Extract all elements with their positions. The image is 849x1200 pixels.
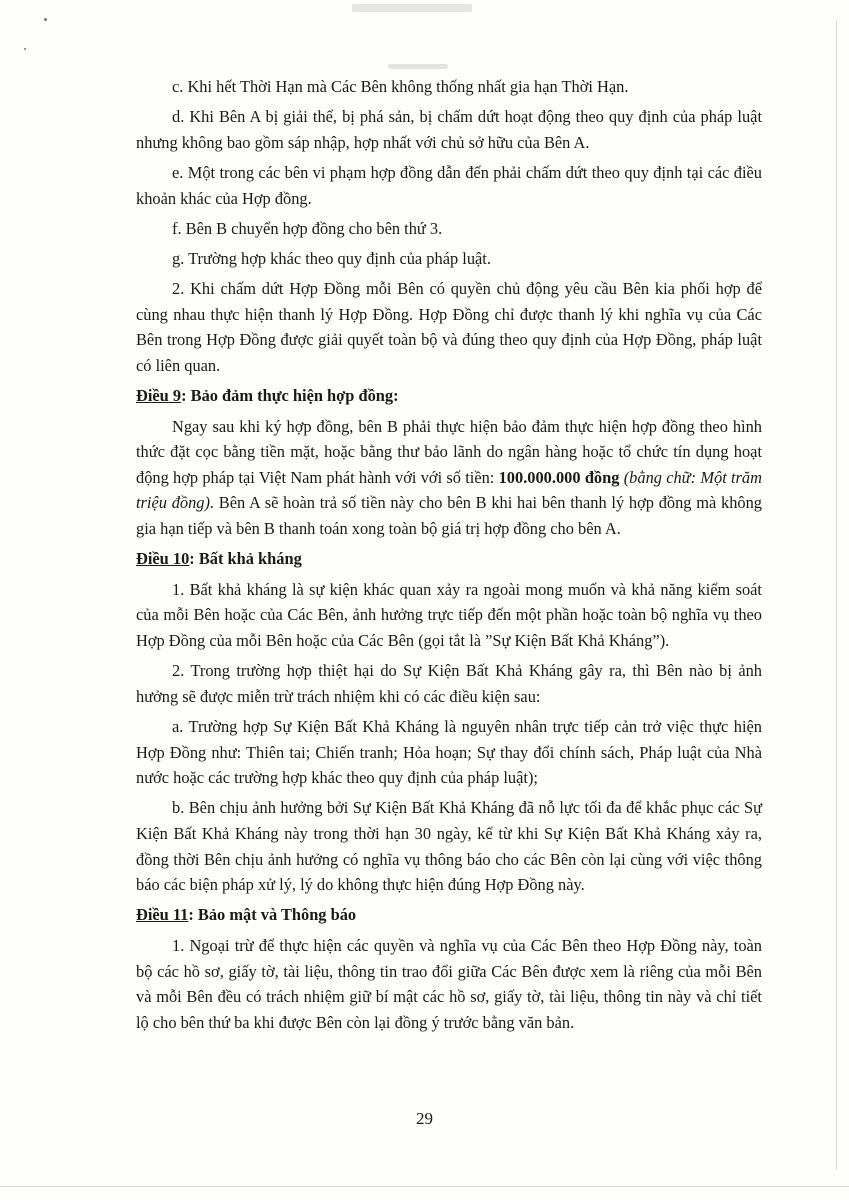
article-9-heading — [136, 383, 762, 409]
article-10-title: : Bất khả kháng — [189, 549, 302, 569]
article-10-para-2: 2. Trong trường hợp thiệt hại do Sự Kiện Bất Khả Kháng gây ra, thì Bên nào bị ảnh hưởng sẽ được miễn trừ trách nhiệm khi có các điều kiện sau: — [136, 661, 762, 706]
page-number: 29 — [416, 1109, 433, 1128]
article-10-para-b: b. Bên chịu ảnh hưởng bởi Sự Kiện Bất Khả Kháng đã nỗ lực tối đa để khắc phục các Sự Kiện Bất Khả Kháng này trong thời hạn 30 ngày, kể từ khi Sự Kiện Bất Khả Kháng xảy ra, đồng thời Bên chịu ảnh hưởng có nghĩa vụ thông báo cho các Bên còn lại cùng với việc thông báo các biện pháp xử lý, lý do không thực hiện đúng Hợp Đồng này. — [136, 798, 762, 895]
item-f: f. Bên B chuyển hợp đồng cho bên thứ 3. — [172, 218, 443, 238]
article-9-number: Điều 9 — [136, 386, 182, 406]
item-c: c. Khi hết Thời Hạn mà Các Bên không thống nhất gia hạn Thời Hạn. — [172, 77, 629, 96]
article-11-title: : Bảo mật và Thông báo — [188, 905, 357, 925]
item-g: g. Trường hợp khác theo quy định của pháp luật. — [172, 248, 491, 268]
article-11-number: Điều 11 — [136, 905, 189, 925]
article-11-para-1: 1. Ngoại trừ để thực hiện các quyền và nghĩa vụ của Các Bên theo Hợp Đồng này, toàn bộ các hồ sơ, giấy tờ, tài liệu, thông tin trao đổi giữa Các Bên được xem là riêng của mỗi Bên và mỗi Bên đều có trách nhiệm giữ bí mật các hồ sơ, giấy tờ, tài liệu, thông tin này và chỉ tiết lộ cho bên thứ ba khi được Bên còn lại đồng ý trước bằng văn bản. — [136, 935, 762, 1032]
document-body — [136, 74, 762, 1040]
article-9-title: : Bảo đảm thực hiện hợp đồng: — [181, 386, 399, 406]
scan-artifact — [388, 64, 448, 69]
article-10-heading — [136, 546, 762, 572]
item-d: d. Khi Bên A bị giải thể, bị phá sản, bị chấm dứt hoạt động theo quy định của pháp luật nhưng không bao gồm sáp nhập, hợp nhất với chủ sở hữu của Bên A. — [136, 107, 762, 152]
article-9-text-before: Ngay sau khi ký hợp đồng, bên B phải thực hiện bảo đảm thực hiện hợp đồng theo hình thức đặt cọc bằng tiền mặt, hoặc bằng thư bảo lãnh do ngân hàng hoặc tổ chức tín dụng hoạt động hợp pháp tại Việt Nam phát hành với với số tiền: — [136, 416, 762, 487]
scan-edge-bottom — [0, 1186, 849, 1187]
item-e: e. Một trong các bên vi phạm hợp đồng dẫn đến phải chấm dứt theo quy định tại các điều khoản khác của Hợp đồng. — [136, 162, 762, 208]
scan-artifact — [24, 48, 26, 50]
article-10-para-1: 1. Bất khả kháng là sự kiện khác quan xảy ra ngoài mong muốn và khả năng kiểm soát của mỗi Bên hoặc của Các Bên, ảnh hưởng trực tiếp đến một phần hoặc toàn bộ nghĩa vụ theo Hợp Đồng của mỗi Bên hoặc của Các Bên (gọi tắt là ”Sự Kiện Bất Khả Kháng”). — [136, 579, 762, 651]
scan-artifact — [44, 18, 47, 21]
article-10-para-a: a. Trường hợp Sự Kiện Bất Khả Kháng là nguyên nhân trực tiếp cản trở việc thực hiện Hợp Đồng như: Thiên tai; Chiến tranh; Hỏa hoạn; Sự thay đổi chính sách, Pháp luật của Nhà nước hoặc các trường hợp khác theo quy định của pháp luật); — [136, 717, 762, 788]
article-10-number: Điều 10 — [136, 549, 190, 569]
article-9-body — [136, 414, 762, 542]
termination-clause-2: 2. Khi chấm dứt Hợp Đồng mỗi Bên có quyền chủ động yêu cầu Bên kia phối hợp để cùng nhau thực hiện thanh lý Hợp Đồng. Hợp Đồng chỉ được thanh lý khi nghĩa vụ của Các Bên trong Hợp Đồng được giải quyết toàn bộ và đúng theo quy định của Hợp Đồng, pháp luật có liên quan. — [136, 279, 762, 375]
article-11-heading — [136, 902, 762, 928]
deposit-amount: 100.000.000 đồng — [498, 467, 620, 487]
article-9-text-after: Bên A sẽ hoàn trả số tiền này cho bên B khi hai bên thanh lý hợp đồng mà không gia hạn tiếp và bên B thanh toán xong toàn bộ giá trị hợp đồng cho bên A. — [136, 493, 762, 539]
scan-edge-right — [836, 20, 837, 1170]
deposit-amount-words: (bằng chữ: Một trăm triệu đồng). — [136, 467, 762, 513]
scan-artifact — [352, 4, 472, 12]
